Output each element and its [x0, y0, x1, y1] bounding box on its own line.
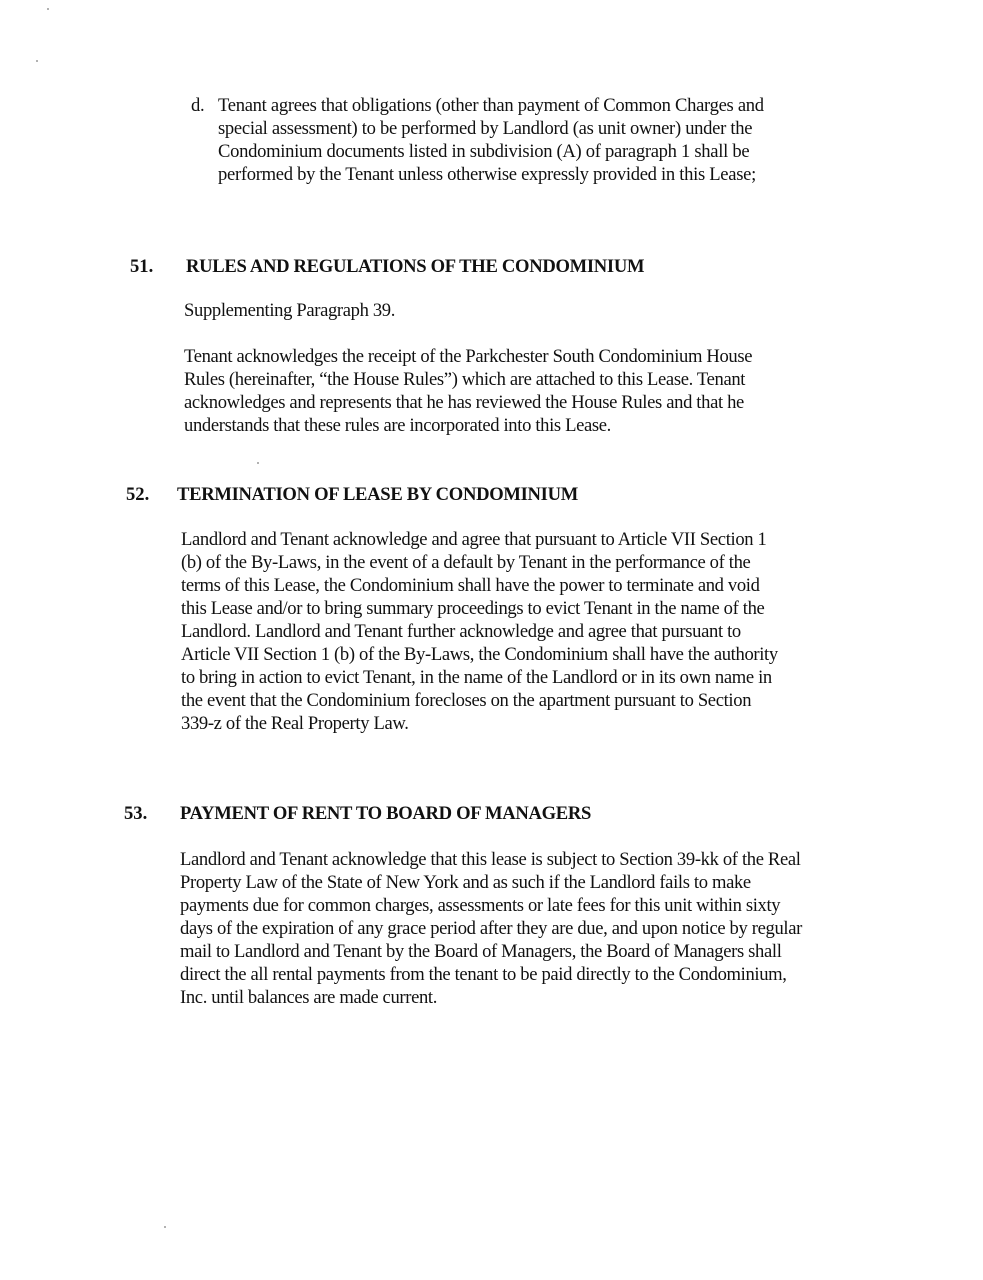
list-item-marker: d. — [191, 95, 205, 116]
section-51-paragraph-2: Tenant acknowledges the receipt of the Parkchester South Condominium House Rules (hereinafter, “the House Rules”) which are attached to this Lease. Tenant acknowledges and represents that he has reviewed the House Rules and that he understands that these rules are incorporated into this Lease. — [184, 346, 753, 436]
scan-speck — [257, 462, 259, 464]
list-item-d — [191, 94, 801, 186]
scan-speck — [164, 1226, 166, 1228]
section-52-number: 52. — [126, 484, 150, 505]
section-51-title: RULES AND REGULATIONS OF THE CONDOMINIUM — [186, 256, 645, 277]
section-51-paragraph-1: Supplementing Paragraph 39. — [184, 300, 396, 321]
section-53-title: PAYMENT OF RENT TO BOARD OF MANAGERS — [180, 803, 592, 824]
scan-speck — [47, 8, 49, 10]
section-52-title: TERMINATION OF LEASE BY CONDOMINIUM — [177, 484, 578, 505]
scan-speck — [36, 60, 38, 62]
section-53-number: 53. — [124, 803, 148, 824]
section-51-number: 51. — [130, 256, 154, 277]
section-52-paragraph-1: Landlord and Tenant acknowledge and agree that pursuant to Article VII Section 1 (b) of the By-Laws, in the event of a default by Tenant in the performance of the terms of this Lease, the Condominium shall have the power to terminate and void this Lease and/or to bring summary proceedings to evict Tenant in the name of the Landlord. Landlord and Tenant further acknowledge and agree that pursuant to Article VII Section 1 (b) of the By-Laws, the Condominium shall have the authority to bring in action to evict Tenant, in the name of the Landlord or in its own name in the event that the Condominium forecloses on the apartment pursuant to Section 339-z of the Real Property Law. — [181, 529, 778, 734]
section-53-paragraph-1: Landlord and Tenant acknowledge that this lease is subject to Section 39-kk of the Real Property Law of the State of New York and as such if the Landlord fails to make payments due for common charges, assessments or late fees for this unit within sixty days of the expiration of any grace period after they are due, and upon notice by regular mail to Landlord and Tenant by the Board of Managers, the Board of Managers shall direct the all rental payments from the tenant to be paid directly to the Condominium, Inc. until balances are made current. — [180, 849, 802, 1008]
list-item-text: Tenant agrees that obligations (other than payment of Common Charges and special assessment) to be performed by Landlord (as unit owner) under the Condominium documents listed in subdivision (A) of paragraph 1 shall be performed by the Tenant unless otherwise expressly provided in this Lease; — [218, 95, 764, 185]
